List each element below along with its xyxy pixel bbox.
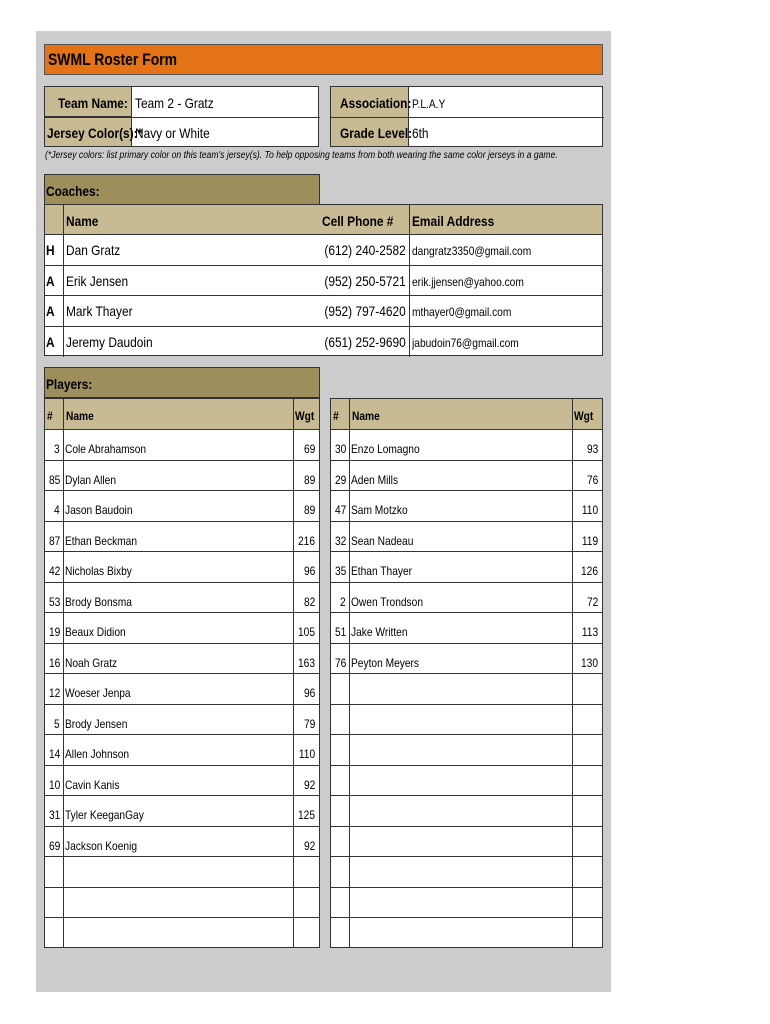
- players-table-body: [330, 429, 603, 948]
- player-row: [45, 552, 319, 583]
- player-name[interactable]: Brody Bonsma: [65, 594, 132, 609]
- player-number[interactable]: 47: [334, 503, 346, 517]
- player-row: [45, 644, 319, 675]
- coach-role: A: [46, 272, 55, 289]
- player-number[interactable]: 35: [334, 564, 346, 578]
- players-section-header: [44, 367, 320, 398]
- player-name[interactable]: Sean Nadeau: [351, 533, 414, 548]
- player-weight[interactable]: 79: [303, 716, 315, 731]
- coach-phone[interactable]: (952) 797-4620: [324, 303, 406, 319]
- player-name[interactable]: Beaux Didion: [65, 625, 126, 639]
- players-table-left: [44, 398, 320, 948]
- player-row: [331, 552, 602, 583]
- player-name[interactable]: Dylan Allen: [65, 472, 117, 487]
- player-row: [331, 674, 602, 705]
- player-weight[interactable]: 69: [303, 442, 315, 456]
- player-row: [331, 888, 602, 919]
- player-row: [45, 857, 319, 888]
- player-number[interactable]: 2: [340, 594, 346, 609]
- player-row: [45, 583, 319, 614]
- player-name[interactable]: Jackson Koenig: [65, 838, 138, 853]
- player-weight[interactable]: 163: [297, 655, 315, 670]
- coaches-section-header: [44, 174, 320, 205]
- player-row: [331, 705, 602, 736]
- players-table-body: [44, 429, 320, 948]
- team-info-right: [330, 86, 603, 147]
- player-name[interactable]: Ethan Beckman: [65, 533, 138, 548]
- player-col-num: #: [333, 409, 339, 423]
- player-row: [331, 796, 602, 827]
- player-row: [331, 918, 602, 949]
- player-name[interactable]: Cavin Kanis: [65, 777, 120, 792]
- player-name[interactable]: Noah Gratz: [65, 655, 118, 670]
- team-name-value[interactable]: Team 2 - Gratz: [135, 95, 214, 111]
- player-row: [331, 735, 602, 766]
- coach-col-name: Name: [66, 213, 99, 229]
- grade-level-value[interactable]: 6th: [412, 125, 429, 141]
- coach-phone[interactable]: (651) 252-9690: [324, 333, 406, 350]
- players-heading: Players:: [46, 376, 93, 392]
- coach-name[interactable]: Jeremy Daudoin: [66, 333, 153, 350]
- player-row: [45, 766, 319, 797]
- player-name[interactable]: Sam Motzko: [351, 503, 408, 517]
- player-number[interactable]: 16: [48, 655, 60, 670]
- player-weight[interactable]: 89: [303, 503, 315, 517]
- player-row: [45, 796, 319, 827]
- player-weight[interactable]: 82: [303, 594, 315, 609]
- player-row: [331, 766, 602, 797]
- coaches-heading: Coaches:: [46, 183, 100, 199]
- player-weight[interactable]: 72: [586, 594, 598, 609]
- player-number[interactable]: 3: [54, 442, 60, 456]
- team-name-label: Team Name:: [58, 95, 128, 111]
- player-row: [45, 735, 319, 766]
- players-table-right: [330, 398, 603, 948]
- team-info-left: [44, 86, 319, 147]
- player-number[interactable]: 42: [48, 564, 60, 578]
- player-name[interactable]: Owen Trondson: [351, 594, 424, 609]
- player-number[interactable]: 19: [48, 625, 60, 639]
- player-row: [45, 522, 319, 553]
- player-weight[interactable]: 92: [303, 838, 315, 853]
- player-number[interactable]: 76: [334, 655, 346, 670]
- jersey-note: (*Jersey colors: list primary color on this team's jersey(s). To help opposing teams from both wearing the same color jerseys in a game.: [45, 150, 558, 161]
- player-weight[interactable]: 96: [303, 686, 315, 700]
- player-number[interactable]: 51: [334, 625, 346, 639]
- player-number[interactable]: 29: [334, 472, 346, 487]
- player-weight[interactable]: 113: [581, 625, 598, 639]
- coach-row: [45, 296, 602, 327]
- player-row: [45, 705, 319, 736]
- player-row: [45, 888, 319, 919]
- player-row: [331, 583, 602, 614]
- player-weight[interactable]: 119: [581, 533, 598, 548]
- coach-phone[interactable]: (612) 240-2582: [324, 242, 406, 258]
- player-col-name: Name: [66, 409, 94, 423]
- coach-col-email: Email Address: [412, 213, 495, 229]
- player-weight[interactable]: 92: [303, 777, 315, 792]
- coach-email[interactable]: dangratz3350@gmail.com: [412, 244, 532, 258]
- player-number[interactable]: 87: [48, 533, 60, 548]
- player-row: [331, 827, 602, 858]
- players-column-header: [44, 398, 320, 430]
- player-name[interactable]: Jake Written: [351, 625, 408, 639]
- player-row: [331, 522, 602, 553]
- player-row: [331, 644, 602, 675]
- player-row: [45, 674, 319, 705]
- player-name[interactable]: Jason Baudoin: [65, 503, 133, 517]
- player-number[interactable]: 30: [334, 442, 346, 456]
- player-name[interactable]: Tyler KeeganGay: [65, 808, 144, 822]
- coach-phone[interactable]: (952) 250-5721: [324, 272, 406, 289]
- form-title-bar: [44, 44, 603, 75]
- player-name[interactable]: Allen Johnson: [65, 747, 130, 761]
- coach-role: A: [46, 333, 55, 350]
- coaches-column-header: [44, 204, 603, 235]
- coach-row: [45, 266, 602, 297]
- coach-email[interactable]: mthayer0@gmail.com: [412, 305, 512, 319]
- player-name[interactable]: Aden Mills: [351, 472, 399, 487]
- player-row: [331, 430, 602, 461]
- player-row: [331, 857, 602, 888]
- player-number[interactable]: 12: [48, 686, 60, 700]
- player-number[interactable]: 4: [54, 503, 60, 517]
- coach-row: [45, 327, 602, 358]
- player-weight[interactable]: 93: [586, 442, 598, 456]
- player-row: [331, 461, 602, 492]
- coach-email[interactable]: erik.jjensen@yahoo.com: [412, 274, 524, 289]
- player-weight[interactable]: 76: [586, 472, 598, 487]
- player-col-wgt: Wgt: [574, 409, 594, 423]
- coach-row: [45, 235, 602, 266]
- players-column-header: [330, 398, 603, 430]
- coach-name[interactable]: Dan Gratz: [66, 242, 121, 258]
- player-weight[interactable]: 110: [298, 747, 315, 761]
- player-number[interactable]: 14: [48, 747, 60, 761]
- coach-col-phone: Cell Phone #: [322, 213, 394, 229]
- player-row: [45, 491, 319, 522]
- player-number[interactable]: 85: [48, 472, 60, 487]
- player-weight[interactable]: 216: [297, 533, 315, 548]
- form-title: SWML Roster Form: [48, 50, 178, 69]
- player-number[interactable]: 69: [48, 838, 60, 853]
- player-number[interactable]: 32: [334, 533, 346, 548]
- player-weight[interactable]: 89: [303, 472, 315, 487]
- player-weight[interactable]: 125: [297, 808, 315, 822]
- jersey-color-value[interactable]: Navy or White: [135, 125, 210, 141]
- association-label: Association:: [340, 95, 412, 111]
- player-name[interactable]: Woeser Jenpa: [65, 686, 131, 700]
- jersey-color-label: Jersey Color(s):*: [47, 125, 143, 141]
- player-number[interactable]: 10: [48, 777, 60, 792]
- player-row: [331, 613, 602, 644]
- player-name[interactable]: Enzo Lomagno: [351, 442, 420, 456]
- player-name[interactable]: Nicholas Bixby: [65, 564, 132, 578]
- player-number[interactable]: 53: [48, 594, 60, 609]
- coach-name[interactable]: Erik Jensen: [66, 272, 129, 289]
- player-weight[interactable]: 110: [581, 503, 598, 517]
- player-number[interactable]: 5: [54, 716, 60, 731]
- player-row: [331, 491, 602, 522]
- player-row: [45, 827, 319, 858]
- player-row: [45, 613, 319, 644]
- player-row: [45, 918, 319, 949]
- player-name[interactable]: Ethan Thayer: [351, 564, 413, 578]
- coach-role: H: [46, 242, 55, 258]
- player-row: [45, 461, 319, 492]
- grade-level-label: Grade Level:: [340, 125, 413, 141]
- player-weight[interactable]: 96: [303, 564, 315, 578]
- player-number[interactable]: 31: [48, 808, 60, 822]
- coach-role: A: [46, 303, 55, 319]
- player-col-name: Name: [352, 409, 380, 423]
- player-name[interactable]: Cole Abrahamson: [65, 442, 147, 456]
- coach-email[interactable]: jabudoin76@gmail.com: [412, 335, 519, 350]
- coach-name[interactable]: Mark Thayer: [66, 303, 133, 319]
- player-name[interactable]: Brody Jensen: [65, 716, 128, 731]
- player-weight[interactable]: 130: [580, 655, 598, 670]
- player-col-num: #: [47, 409, 53, 423]
- player-col-wgt: Wgt: [295, 409, 315, 423]
- player-weight[interactable]: 126: [580, 564, 598, 578]
- player-weight[interactable]: 105: [297, 625, 315, 639]
- player-row: [45, 430, 319, 461]
- coaches-table: [44, 234, 603, 356]
- player-name[interactable]: Peyton Meyers: [351, 655, 420, 670]
- association-value[interactable]: P.L.A.Y: [412, 97, 446, 111]
